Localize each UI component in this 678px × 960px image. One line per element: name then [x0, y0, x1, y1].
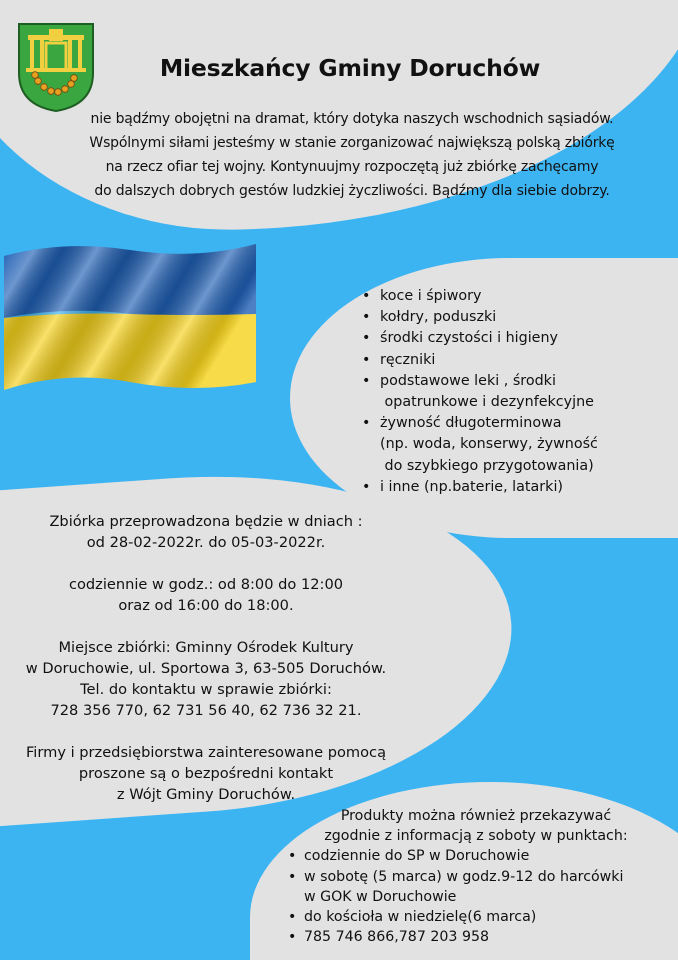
- list-item: • podstawowe leki , środki opatrunkowe i dezynfekcyjne: [360, 371, 665, 413]
- list-item: • codziennie do SP w Doruchowie: [286, 846, 676, 866]
- heading-line: zgodnie z informacją z soboty w punktach:: [324, 828, 628, 845]
- hours-line: codziennie w godz.: od 8:00 do 12:00: [68, 576, 344, 593]
- donation-items-list: [360, 286, 665, 498]
- list-item: • i inne (np.baterie, latarki): [360, 477, 665, 498]
- place-line: w Doruchowie, ul. Sportowa 3, 63-505 Doruchów.: [25, 660, 387, 677]
- drop-points-info: [286, 806, 676, 947]
- hours-line: oraz od 16:00 do 18:00.: [118, 597, 294, 614]
- dates-line: od 28-02-2022r. do 05-03-2022r.: [86, 534, 326, 551]
- list-item: • środki czystości i higieny: [360, 328, 665, 349]
- list-item: • kołdry, poduszki: [360, 307, 665, 328]
- drop-points-list: [286, 846, 676, 947]
- contact-line: Tel. do kontaktu w sprawie zbiórki:: [80, 681, 332, 698]
- list-item: • koce i śpiwory: [360, 286, 665, 307]
- firms-line: z Wójt Gminy Doruchów.: [116, 786, 296, 803]
- intro-line: na rzecz ofiar tej wojny. Kontynuujmy rozpoczętą już zbiórkę zachęcamy: [105, 159, 599, 175]
- schedule-info: [0, 511, 412, 805]
- page-title: Mieszkańcy Gminy Doruchów: [159, 54, 541, 82]
- ukraine-flag-icon: [4, 242, 256, 392]
- intro-line: nie bądźmy obojętni na dramat, który dotyka naszych wschodnich sąsiadów.: [90, 111, 614, 127]
- municipal-coat-of-arms-icon: [16, 21, 96, 113]
- place-line: Miejsce zbiórki: Gminny Ośrodek Kultury: [58, 639, 354, 656]
- intro-text: [52, 107, 652, 203]
- heading-line: Produkty można również przekazywać: [340, 808, 612, 824]
- firms-line: proszone są o bezpośredni kontakt: [78, 765, 334, 782]
- list-item: • w sobotę (5 marca) w godz.9-12 do harcówki w GOK w Doruchowie: [286, 867, 676, 907]
- list-item: • ręczniki: [360, 350, 665, 371]
- drop-points-heading: [286, 806, 666, 846]
- intro-line: do dalszych dobrych gestów ludzkiej życzliwości. Bądźmy dla siebie dobrzy.: [94, 183, 610, 199]
- contact-phones: 728 356 770, 62 731 56 40, 62 736 32 21.: [50, 702, 362, 719]
- list-item: • żywność długoterminowa (np. woda, konserwy, żywność do szybkiego przygotowania): [360, 413, 665, 477]
- dates-line: Zbiórka przeprowadzona będzie w dniach :: [49, 513, 363, 530]
- list-item: • do kościoła w niedzielę(6 marca): [286, 907, 676, 927]
- list-item: • 785 746 866,787 203 958: [286, 927, 676, 947]
- intro-line: Wspólnymi siłami jesteśmy w stanie zorganizować największą polską zbiórkę: [89, 135, 615, 151]
- firms-line: Firmy i przedsiębiorstwa zainteresowane pomocą: [25, 744, 387, 761]
